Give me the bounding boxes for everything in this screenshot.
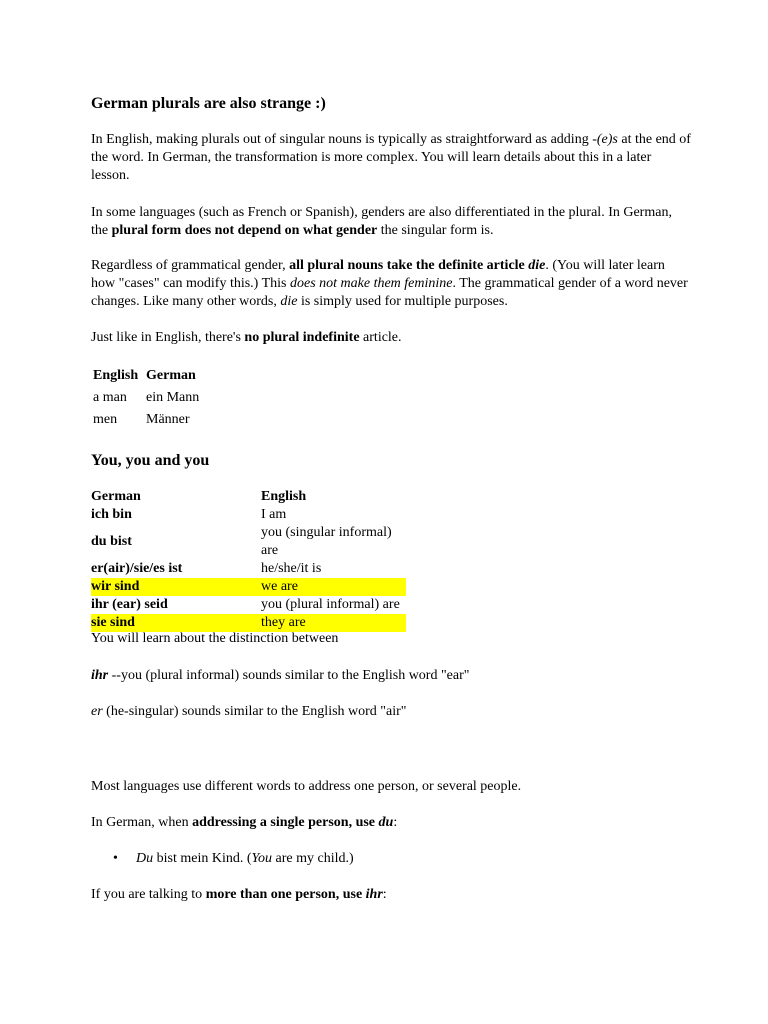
table-cell: du bist	[91, 534, 132, 549]
text: bist mein Kind. (	[153, 851, 252, 866]
paragraph-different-words: Most languages use different words to address one person, or several people.	[91, 779, 522, 794]
table-header: German	[146, 368, 196, 383]
table-header-row	[91, 365, 226, 387]
table-row-highlighted	[91, 578, 406, 596]
text: is simply used for multiple purposes.	[297, 294, 508, 309]
text-italic: er	[91, 704, 103, 719]
table-cell: wir sind	[91, 578, 261, 596]
text: In English, making plurals out of singular nouns is typically as straightforward as adding -	[91, 132, 597, 147]
bullet-list-item	[91, 850, 691, 868]
text-bold-italic: die	[528, 258, 546, 273]
text-bold: plural form does not depend on what gender	[111, 223, 378, 238]
table-cell: you (singular informal) are	[261, 525, 392, 558]
table-cell: we are	[261, 578, 406, 596]
text-bold-italic: ihr	[91, 668, 109, 683]
table-row	[91, 387, 226, 409]
text-italic: (e)s	[596, 132, 618, 147]
bullet-icon: •	[113, 851, 118, 866]
text: at the end of the word. In German, the transformation is more complex. You will learn details about this in a later lesson.	[91, 132, 691, 183]
paragraph-gender-plural	[91, 204, 691, 240]
table-row	[91, 596, 406, 614]
text-italic: does not make them feminine	[289, 276, 453, 291]
paragraph-ihr	[91, 667, 691, 685]
table-cell: you (plural informal) are	[261, 597, 400, 612]
table-row	[91, 524, 406, 560]
paragraph-plurals-intro	[91, 131, 691, 185]
text: Just like in English, there's	[91, 330, 245, 345]
table-cell: ein Mann	[146, 390, 200, 405]
text: If you are talking to	[91, 887, 206, 902]
paragraph-distinction: You will learn about the distinction between	[91, 631, 339, 646]
text: . The grammatical gender of a word never changes. Like many other words,	[91, 276, 688, 309]
text-bold: all plural nouns take the definite article	[289, 258, 529, 273]
text-italic: You	[251, 851, 273, 866]
text-bold-italic: ihr	[365, 887, 383, 902]
table-cell: I am	[261, 507, 287, 522]
text-italic: Du	[136, 851, 154, 866]
text: the singular form is.	[377, 223, 494, 238]
table-row	[91, 560, 406, 578]
text: :	[382, 887, 387, 902]
section-title-plurals: German plurals are also strange :)	[91, 95, 326, 112]
text: article.	[359, 330, 402, 345]
paragraph-single-person	[91, 814, 691, 832]
bullet-text	[136, 850, 354, 868]
table-cell: ihr (ear) seid	[91, 597, 168, 612]
table-cell: sie sind	[91, 614, 261, 632]
text-bold-italic: du	[378, 815, 394, 830]
paragraph-definite-article	[91, 257, 691, 311]
table-header-row	[91, 488, 406, 506]
text: Regardless of grammatical gender,	[91, 258, 290, 273]
text-bold: no plural indefinite	[244, 330, 360, 345]
table-cell: er(air)/sie/es ist	[91, 561, 183, 576]
text: are my child.)	[272, 851, 354, 866]
pronoun-table	[91, 488, 406, 632]
table-cell: he/she/it is	[261, 561, 322, 576]
table-header: English	[261, 489, 307, 504]
table-row	[91, 409, 226, 431]
text-italic: die	[280, 294, 298, 309]
section-title-you: You, you and you	[91, 452, 210, 469]
table-header: English	[93, 368, 139, 383]
table-cell: Männer	[146, 412, 190, 427]
paragraph-er	[91, 703, 691, 721]
text: . (You will later learn how "cases" can modify this.) This	[91, 258, 665, 291]
table-cell: a man	[93, 390, 127, 405]
text-bold: addressing a single person, use	[192, 815, 379, 830]
paragraph-multiple-persons	[91, 886, 691, 904]
text: In some languages (such as French or Spanish), genders are also differentiated in the plural. In German, the	[91, 205, 672, 238]
plural-vocab-table	[91, 365, 226, 431]
table-cell: they are	[261, 614, 406, 632]
text: (he-singular) sounds similar to the English word "air"	[102, 704, 407, 719]
table-row	[91, 506, 406, 524]
table-cell: men	[93, 412, 118, 427]
table-header: German	[91, 489, 141, 504]
table-cell: ich bin	[91, 507, 132, 522]
paragraph-indefinite-article	[91, 329, 691, 347]
text-bold: more than one person, use	[205, 887, 366, 902]
text: --you (plural informal) sounds similar to the English word "ear"	[108, 668, 470, 683]
text: :	[393, 815, 398, 830]
text: In German, when	[91, 815, 193, 830]
